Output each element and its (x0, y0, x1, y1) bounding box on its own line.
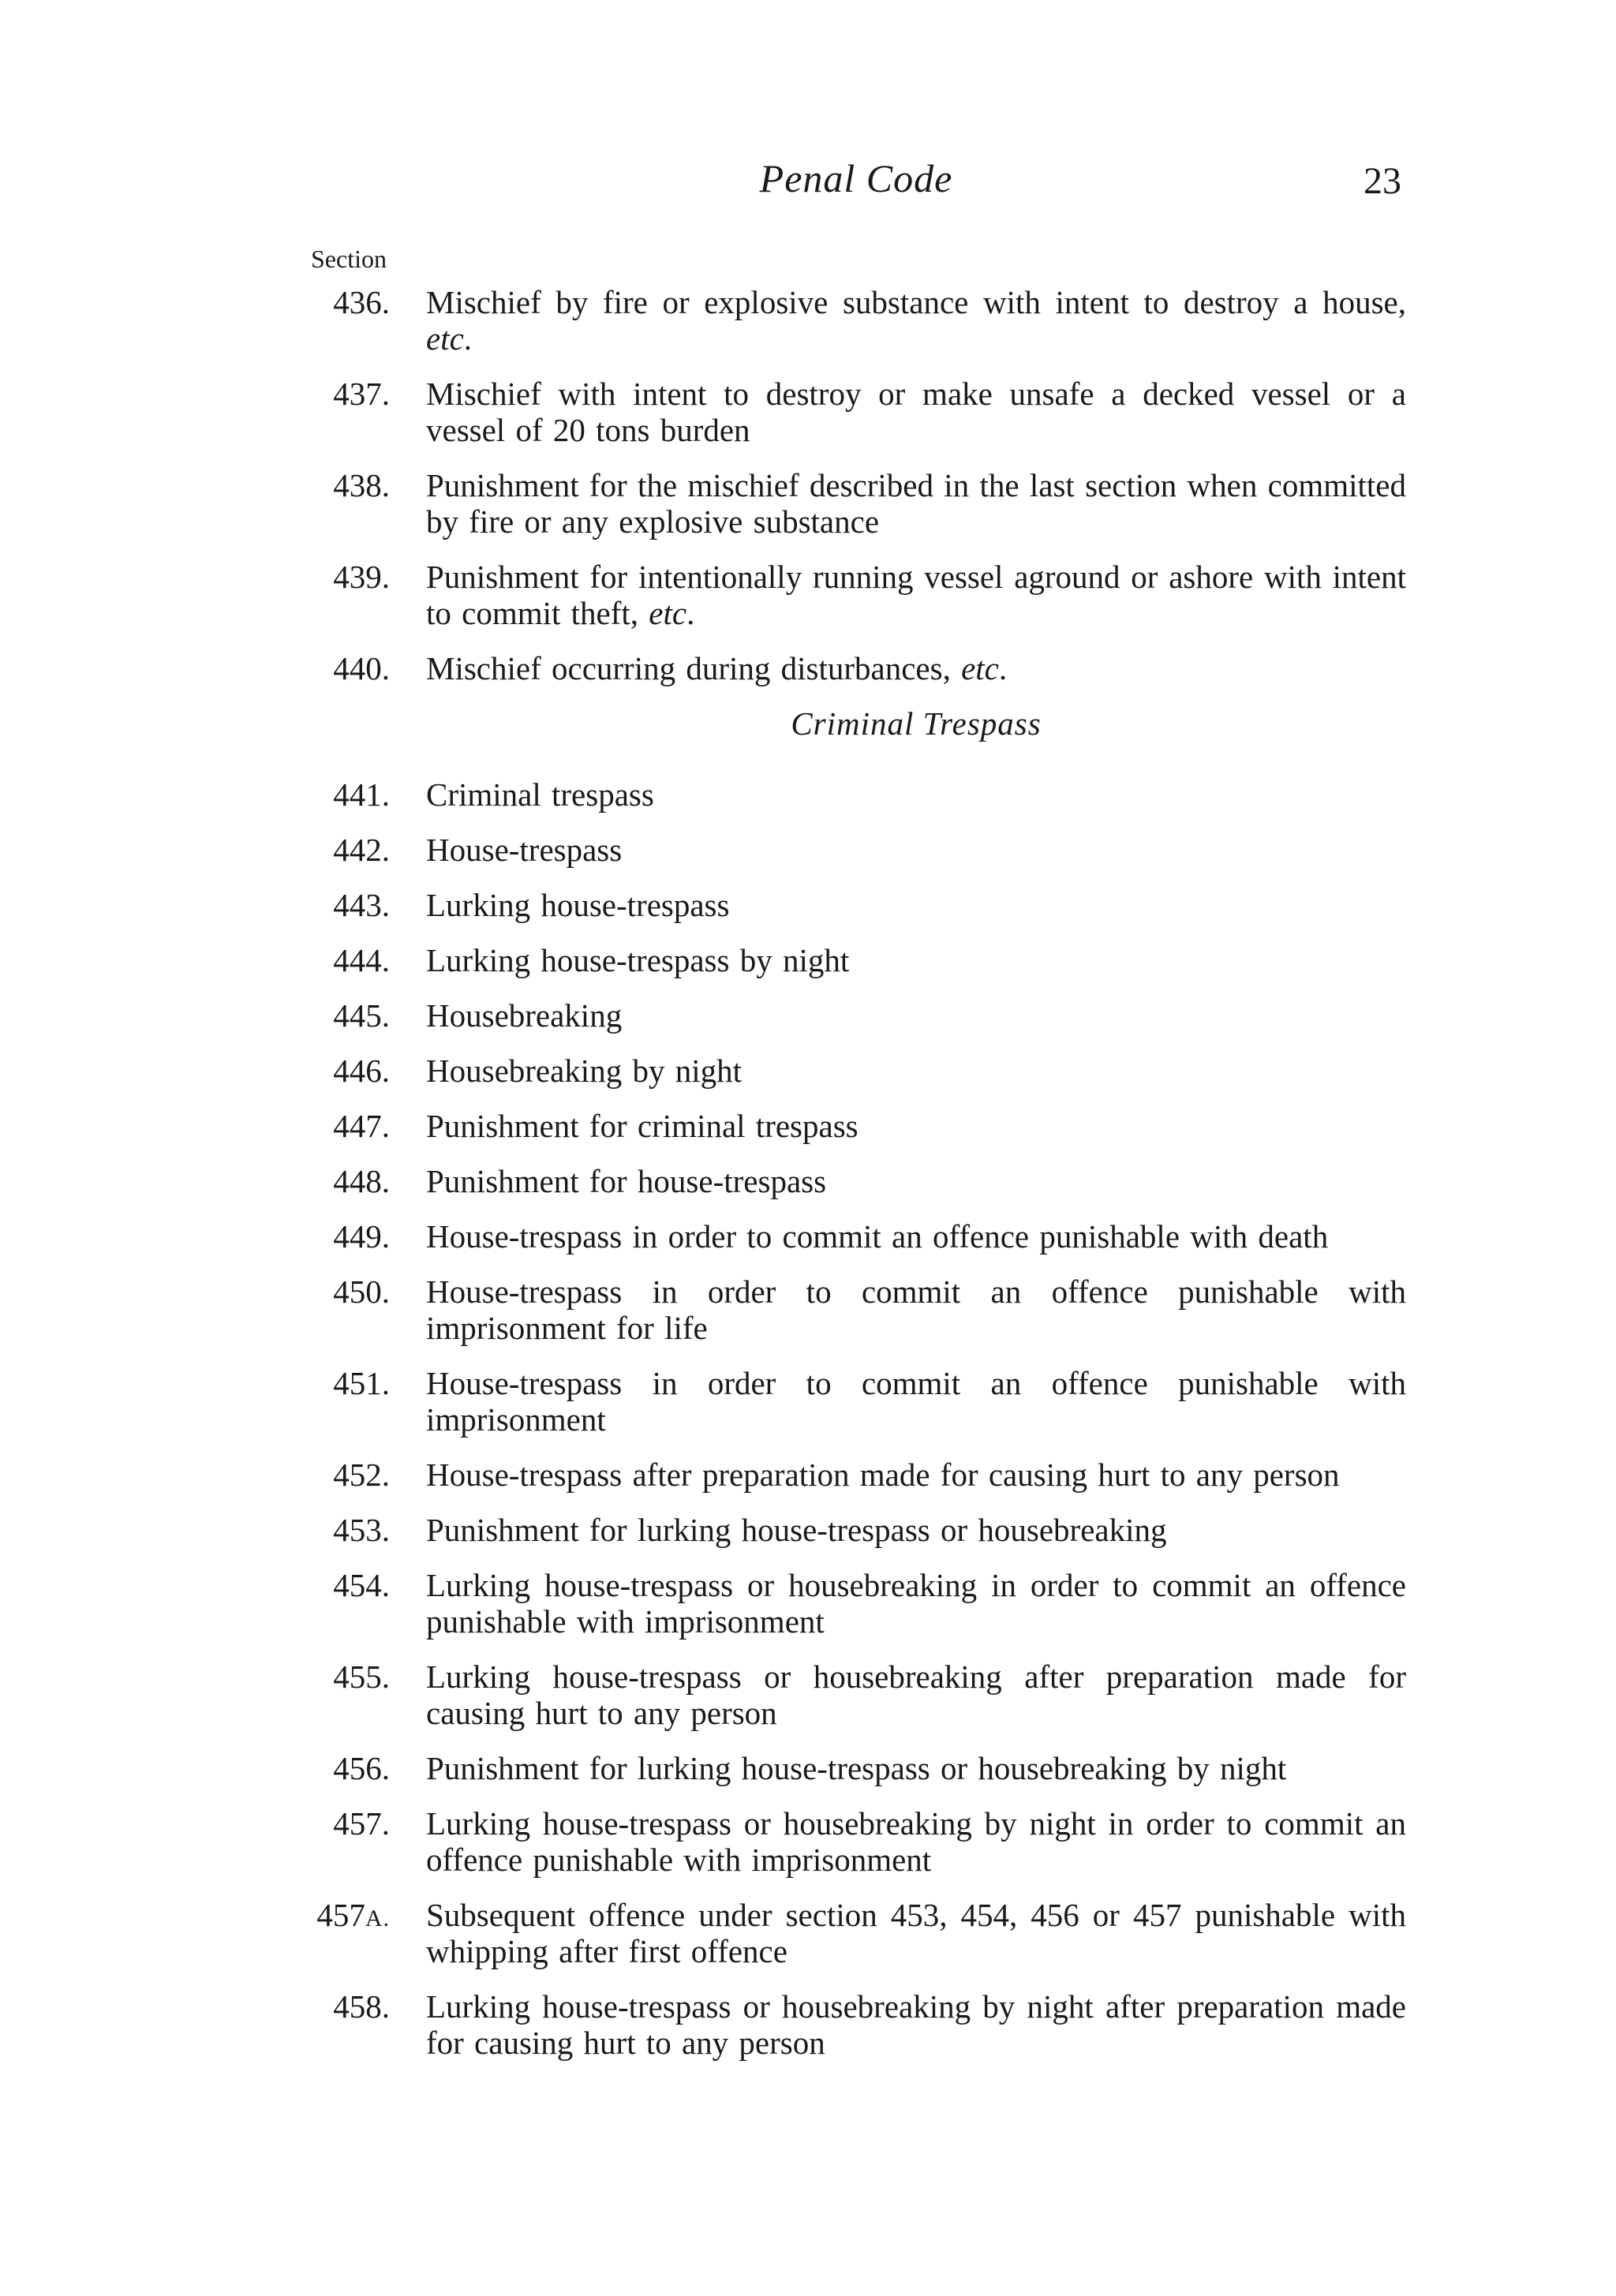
section-title: Mischief with intent to destroy or make unsafe a decked vessel or a vessel of 20 tons burden (426, 376, 1406, 448)
section-entry (311, 1365, 1406, 1438)
section-entry (311, 1108, 1406, 1144)
section-entry (311, 1658, 1406, 1731)
section-title: Punishment for criminal trespass (426, 1108, 858, 1144)
section-title: House-trespass in order to commit an offence punishable with imprisonment (426, 1365, 1406, 1438)
section-title: Lurking house-trespass or housebreaking by night after preparation made for causing hurt to any person (426, 1988, 1406, 2061)
italic-abbreviation: etc (426, 320, 464, 357)
section-title: Lurking house-trespass (426, 887, 730, 923)
subheading-criminal-trespass: Criminal Trespass (791, 705, 1042, 742)
section-entry (311, 1273, 1406, 1346)
section-number: 448. (333, 1163, 390, 1199)
section-number: 453. (333, 1512, 390, 1548)
page-number: 23 (1364, 160, 1401, 202)
section-entry (311, 887, 1406, 923)
section-entry (311, 1805, 1406, 1878)
section-entry (311, 559, 1406, 631)
section-title: Lurking house-trespass or housebreaking in order to commit an offence punishable with imprisonment (426, 1567, 1406, 1640)
section-entry (311, 942, 1406, 978)
section-title: Mischief by fire or explosive substance with intent to destroy a house, etc. (426, 284, 1406, 357)
section-number: 446. (333, 1053, 390, 1089)
section-title: Punishment for intentionally running vessel aground or ashore with intent to commit theft, etc. (426, 559, 1406, 631)
section-entry (311, 650, 1406, 686)
section-title: Housebreaking (426, 997, 623, 1034)
section-number: 438. (333, 467, 390, 503)
section-number: 455. (333, 1658, 390, 1695)
section-title: Housebreaking by night (426, 1053, 742, 1089)
section-entry (311, 1457, 1406, 1493)
section-entry (311, 776, 1406, 813)
section-title: House-trespass in order to commit an offence punishable with death (426, 1218, 1329, 1255)
section-title: Lurking house-trespass or housebreaking by night in order to commit an offence punishable with imprisonment (426, 1805, 1406, 1878)
section-number: 440. (333, 650, 390, 686)
section-entry (311, 1988, 1406, 2061)
section-number-suffix: A. (365, 1905, 390, 1931)
section-number: 443. (333, 887, 390, 923)
section-entry (311, 997, 1406, 1034)
section-title: Punishment for lurking house-trespass or housebreaking by night (426, 1750, 1287, 1786)
section-number: 437. (333, 376, 390, 412)
section-number: 457A. (316, 1897, 390, 1933)
section-number: 442. (333, 832, 390, 868)
section-number: 456. (333, 1750, 390, 1786)
section-number: 447. (333, 1108, 390, 1144)
section-list (311, 284, 1406, 2080)
section-entry (311, 1512, 1406, 1548)
section-title: Lurking house-trespass by night (426, 942, 850, 978)
section-number: 457. (333, 1805, 390, 1842)
section-number: 449. (333, 1218, 390, 1255)
section-title: Punishment for house-trespass (426, 1163, 827, 1199)
section-title: Punishment for lurking house-trespass or housebreaking (426, 1512, 1167, 1548)
section-number: 439. (333, 559, 390, 595)
entry-group-mischief (311, 284, 1406, 686)
section-title: House-trespass (426, 832, 623, 868)
section-number: 458. (333, 1988, 390, 2025)
section-number: 452. (333, 1457, 390, 1493)
italic-abbreviation: etc (961, 650, 999, 686)
section-title: Criminal trespass (426, 776, 654, 813)
section-number: 436. (333, 284, 390, 320)
section-number: 450. (333, 1273, 390, 1310)
section-title: Lurking house-trespass or housebreaking after preparation made for causing hurt to any person (426, 1658, 1406, 1731)
entry-group-criminal-trespass (311, 776, 1406, 2061)
section-entry (311, 1897, 1406, 1969)
section-title: Mischief occurring during disturbances, etc. (426, 650, 1008, 686)
section-number: 445. (333, 997, 390, 1034)
italic-abbreviation: etc (649, 595, 687, 631)
section-number: 451. (333, 1365, 390, 1401)
section-title: Punishment for the mischief described in the last section when committed by fire or any explosive substance (426, 467, 1406, 540)
section-title: House-trespass in order to commit an offence punishable with imprisonment for life (426, 1273, 1406, 1346)
section-entry (311, 1053, 1406, 1089)
section-entry (311, 1163, 1406, 1199)
section-entry (311, 376, 1406, 448)
section-title: Subsequent offence under section 453, 454, 456 or 457 punishable with whipping after first offence (426, 1897, 1406, 1969)
section-number: 441. (333, 776, 390, 813)
section-number: 454. (333, 1567, 390, 1603)
section-column-label: Section (311, 245, 387, 273)
section-number: 444. (333, 942, 390, 978)
section-title: House-trespass after preparation made for causing hurt to any person (426, 1457, 1340, 1493)
section-entry (311, 1218, 1406, 1255)
section-entry (311, 1567, 1406, 1640)
page-title: Penal Code (759, 156, 953, 200)
section-entry (311, 467, 1406, 540)
section-entry (311, 832, 1406, 868)
section-entry (311, 284, 1406, 357)
section-entry (311, 1750, 1406, 1786)
